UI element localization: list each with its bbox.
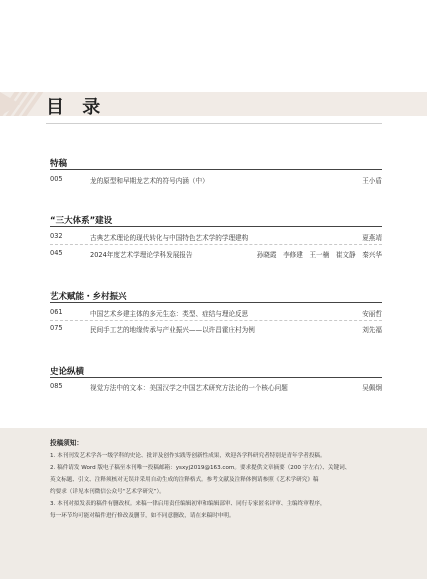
notice-line: 1. 本刊刊发艺术学各一级学科的史论、批评及创作实践等创新性成果，欢迎各学科研究者特别是青年学者投稿。 <box>50 453 326 459</box>
title-divider <box>46 123 382 124</box>
notice-line: 2. 稿件请发 Word 版电子稿至本刊唯一投稿邮箱：ysxyj2019@163.com。要求提供文章摘要（200 字左右）、关键词、 <box>50 465 351 471</box>
section-heading: “三大体系”建设 <box>50 216 113 226</box>
section-divider <box>50 226 382 227</box>
notice-line: 3. 本刊对拟发表的稿件有删改权。来稿一律启用责任编辑初审和编辑部审、同行专家匿名评审、主编终审程序， <box>50 501 326 507</box>
entry-title: 龙的原型和早期龙艺术的符号内涵（中） <box>90 177 209 185</box>
entry-author: 吴佩炯 <box>362 384 382 392</box>
entry-title: 2024年度艺术学理论学科发展报告 <box>90 251 193 259</box>
entry-divider <box>50 320 382 321</box>
toc-entry[interactable] <box>50 382 382 394</box>
entry-title: 民间手工艺的地缘传承与产业振兴——以许昌霍庄村为例 <box>90 326 255 334</box>
page-title: 目 录 <box>46 97 107 118</box>
entry-author: 王小盾 <box>362 177 382 185</box>
entry-page-number: 032 <box>50 232 63 240</box>
entry-page-number: 005 <box>50 175 63 183</box>
entry-title: 中国艺术乡建主体的多元生态：类型、症结与理论反思 <box>90 310 249 318</box>
section-divider <box>50 169 382 170</box>
toc-entry[interactable] <box>50 249 382 261</box>
entry-author: 夏燕靖 <box>362 234 382 242</box>
notice-heading: 投稿须知： <box>50 439 83 447</box>
entry-title: 视觉方法中的文本：美国汉学之中国艺术研究方法论的一个核心问题 <box>90 384 288 392</box>
entry-page-number: 045 <box>50 249 63 257</box>
section-divider <box>50 302 382 303</box>
toc-entry[interactable] <box>50 308 382 320</box>
entry-author: 安丽哲 <box>362 310 382 318</box>
section-heading: 艺术赋能・乡村振兴 <box>50 292 127 302</box>
entry-author: 刘先福 <box>362 326 382 334</box>
entry-title: 古典艺术理论的现代转化与中国特色艺术学的学理建构 <box>90 234 249 242</box>
section-heading: 史论纵横 <box>50 367 85 377</box>
toc-entry[interactable] <box>50 232 382 244</box>
entry-page-number: 085 <box>50 382 63 390</box>
section-divider <box>50 377 382 378</box>
notice-line: 英文标题、引文、注释须核对无误并采用自动生成的注释格式。参考文献及注释体例请参照《艺术学研究》稿 <box>50 477 319 483</box>
notice-line: 约要求（详见本刊微信公众号“艺术学研究”）。 <box>50 489 165 495</box>
entry-author: 孙晓霞 李修建 王一楠 崔文静 秦兴华 <box>256 251 382 259</box>
section-heading: 特稿 <box>50 159 68 169</box>
toc-entry[interactable] <box>50 175 382 187</box>
entry-page-number: 061 <box>50 308 63 316</box>
entry-divider <box>50 244 382 245</box>
notice-line: 每一环节均可能对稿件进行修改及删节，如不同意删改，请在来稿时申明。 <box>50 513 235 519</box>
toc-entry[interactable] <box>50 324 382 336</box>
entry-page-number: 075 <box>50 324 63 332</box>
